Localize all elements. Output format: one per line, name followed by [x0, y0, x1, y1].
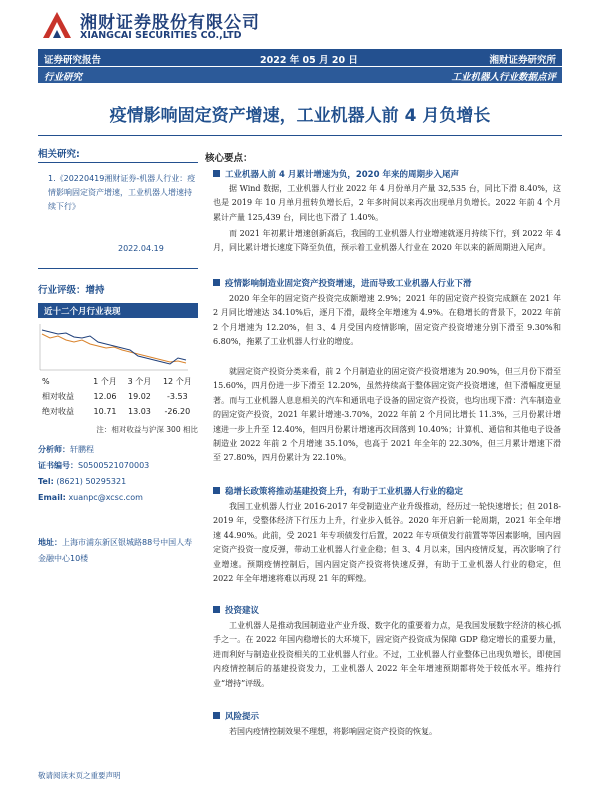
header-subband — [38, 67, 562, 83]
rating-value: 增持 — [85, 285, 105, 296]
paragraph: 而 2021 年初累计增速创新高后，我国的工业机器人行业增速就逐月持续下行，到 2022 年 4 月，同比累计增长速度下降至负值，预示着工业机器人行业在 2020 年以来的新周期进入尾声。 — [213, 229, 561, 253]
paragraph: 就固定资产投资分类来看，前 2 个月制造业的固定资产投资增速为 20.90%，但三月份下滑至 15.60%，四月份进一步下滑至 12.20%，虽然持续高于整体固定资产投资增速，但下滑幅度更显著。而与工业机器人息息相关的汽车和通讯电子设备的固定资产投资，也均出现下滑：汽车制造业的固定资产投资，2021 年累计增速-3.70%，2022 年前 2 个月同比增长 11.3%，三月份累计增速进一步上升至 12.40%，但四月份累计增速再次回落到 10.40%；计算机、通信和其他电子设备制造业 2022 年前 2 个月增速 35.10%，也高于 2021 年全年的 22.30%，但三月累计增速下滑至 27.80%，四月份累计为 22.10%。 — [213, 367, 561, 463]
table-cell: -26.20 — [164, 407, 191, 416]
report-category: 行业研究 — [44, 72, 83, 83]
address-block — [38, 535, 198, 567]
cert-number: S0500521070003 — [78, 461, 150, 470]
industry-rating — [38, 282, 105, 296]
bullet-square-icon — [213, 279, 220, 286]
section-heading: 投资建议 — [213, 604, 259, 616]
disclaimer-notice[interactable]: 敬请阅读末页之重要声明 — [38, 771, 121, 780]
bullet-square-icon — [213, 606, 220, 613]
table-cell: 相对收益 — [42, 392, 74, 401]
table-cell: -3.53 — [166, 392, 188, 401]
key-points-title: 核心要点： — [205, 153, 253, 164]
table-header-cell: 1 个月 — [93, 377, 117, 386]
bullet-square-icon — [213, 712, 220, 719]
paragraph: 据 Wind 数据，工业机器人行业 2022 年 4 月份单月产量 32,535 台，同比下滑 8.40%，这也是 2019 年 10 月单月扭转负增长后，2 年多时间以来再次出现单月负增长。2022 年前 4 个月累计产量 125,439 台，同比也下滑了 1.40%。 — [213, 184, 561, 222]
table-row — [38, 389, 198, 404]
table-cell: 19.02 — [127, 392, 151, 401]
tel-number: (8621) 50295321 — [56, 477, 127, 486]
related-research-heading: 相关研究: — [38, 149, 80, 160]
table-cell: 12.06 — [93, 392, 117, 401]
company-name-en: XIANGCAI SECURITIES CO.,LTD — [80, 30, 242, 41]
email-label: Email: — [38, 493, 66, 502]
tel-label: Tel: — [38, 477, 54, 486]
table-cell: 13.03 — [127, 407, 151, 416]
paragraph: 我国工业机器人行业 2016-2017 年受制造业产业升级推动，经历过一轮快速增长；但 2018-2019 年，受整体经济下行压力上升，行业步入低谷。2020 年开启新一轮周期，2021 年全年增速 44.90%。此前，受 2021 年专项债发行后置，2022 年专项债发行前置等等因素影响，国内固定资产投资一度反弹，带动工业机器人行业企稳；但 3、4 月以来，国内疫情反复，再次影响了行业增速。预期疫情控制后，国内固定资产投资将快速反弹，有助于工业机器人行业的稳定，但 2022 年全年增速将难以再现 21 年的辉煌。 — [213, 502, 561, 584]
analyst-info — [38, 442, 198, 506]
sidebar-divider — [38, 162, 198, 163]
bullet-square-icon — [213, 170, 220, 177]
title-divider — [38, 135, 562, 136]
report-type: 证券研究报告 — [44, 55, 102, 66]
sidebar-divider — [38, 268, 198, 269]
related-research-item[interactable]: 1.《20220419湘财证券-机器人行业：疫情影响固定资产增速，工业机器人增速持续下行》 — [48, 174, 196, 211]
paragraph: 若国内疫情控制效果不理想，将影响固定资产投资的恢复。 — [229, 727, 437, 736]
paragraph: 2020 年全年的固定资产投资完成额增速 2.9%；2021 年的固定资产投资完成额在 2021 年 2 月同比增速达 34.10%后，逐月下滑，最终全年增速为 4.9%。在稳增长的背景下，2022 年前 2 个月增速为 12.20%，但 3、4 月受国内疫情影响，固定资产投资增速分别下滑至 9.30%和 6.80%，拖累了工业机器人行业的增度。 — [213, 294, 561, 347]
section-heading: 疫情影响制造业固定资产投资增速，进而导致工业机器人行业下滑 — [213, 277, 472, 289]
company-logo — [40, 6, 280, 46]
cert-label: 证书编号： — [38, 461, 78, 470]
rating-label: 行业评级： — [38, 285, 86, 296]
company-name-cn: 湘财证券股份有限公司 — [80, 13, 260, 33]
related-research-date: 2022.04.19 — [118, 244, 164, 253]
research-institute: 湘财证券研究所 — [489, 55, 556, 66]
header-band — [38, 49, 562, 66]
section-heading: 工业机器人前 4 月累计增速为负，2020 年来的周期步入尾声 — [213, 168, 459, 180]
table-header-row — [38, 374, 198, 389]
table-row — [38, 404, 198, 419]
performance-table — [38, 374, 198, 419]
email-link[interactable]: xuanpc@xcsc.com — [68, 493, 143, 502]
report-subcategory: 工业机器人行业数据点评 — [451, 72, 556, 83]
bullet-square-icon — [213, 487, 220, 494]
page-title: 疫情影响固定资产增速，工业机器人前 4 月负增长 — [109, 106, 491, 126]
report-date: 2022 年 05 月 20 日 — [260, 55, 358, 66]
table-header-cell: 12 个月 — [162, 377, 192, 386]
address-text: 上海市浦东新区银城路88号中国人寿金融中心10楼 — [38, 538, 193, 563]
section-heading: 风险提示 — [213, 710, 259, 722]
table-header-cell: 3 个月 — [127, 377, 152, 386]
sidebar — [38, 140, 198, 770]
analyst-name: 轩鹏程 — [70, 445, 94, 454]
section-heading: 稳增长政策将推动基建投资上升，有助于工业机器人行业的稳定 — [213, 485, 463, 497]
paragraph: 工业机器人是推动我国制造业产业升级、数字化的重要着力点，是我国发展数字经济的核心抓手之一。在 2022 年国内稳增长的大环境下，固定资产投资成为保障 GDP 稳定增长的重要力量，进而利好与制造业投资相关的工业机器人行业。不过，工业机器人行业整体已出现负增长，即使国内疫情控制后的基建投资发力，工业机器人 2022 年全年增速预期都将处于较低水平。维持行业“增持”评级。 — [213, 621, 561, 688]
table-cell: 10.71 — [93, 407, 117, 416]
industry-performance-chart — [38, 320, 198, 374]
benchmark-line — [42, 334, 186, 363]
table-header-cell: % — [42, 377, 50, 386]
main-content — [205, 140, 562, 760]
table-cell: 绝对收益 — [42, 407, 74, 416]
company-logo-mark-icon — [40, 8, 74, 42]
analyst-label: 分析师： — [38, 445, 70, 454]
address-label: 地址： — [38, 538, 62, 547]
table-note: 注：相对收益与沪深 300 相比 — [96, 425, 198, 434]
chart-title: 近十二个月行业表现 — [38, 303, 198, 318]
